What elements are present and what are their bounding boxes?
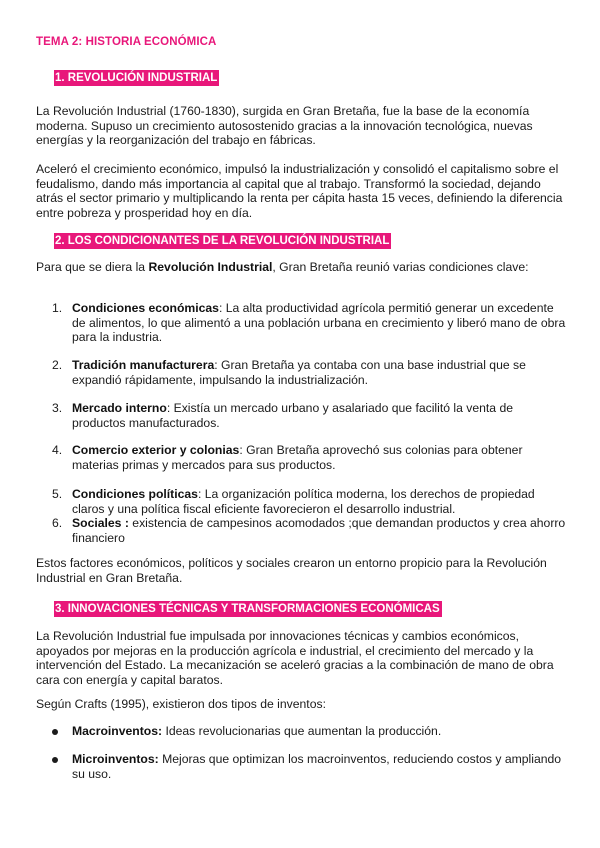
list-item-text: existencia de campesinos acomodados ;que demandan productos y crea ahorro financiero	[72, 516, 566, 545]
section-2-heading: 2. LOS CONDICIONANTES DE LA REVOLUCIÓN INDUSTRIAL	[55, 235, 390, 247]
intro-text-end: , Gran Bretaña reunió varias condiciones clave:	[272, 260, 529, 274]
list-item-text: : Gran Bretaña aprovechó sus colonias para obtener materias primas y mercados para sus productos.	[72, 443, 523, 472]
section-1-paragraph-1: La Revolución Industrial (1760-1830), surgida en Gran Bretaña, fue la base de la economía moderna. Supuso un crecimiento autosostenido gracias a la innovación tecnológica, nuevas energías y la reorganización del trabajo en fábricas.	[36, 104, 533, 148]
list-item-term: Tradición manufacturera	[72, 358, 215, 372]
list-item-term: Condiciones políticas	[72, 487, 198, 501]
list-item	[72, 301, 567, 345]
list-number: 1.	[52, 301, 63, 315]
list-item	[72, 487, 567, 516]
section-2-closing: Estos factores económicos, políticos y sociales crearon un entorno propicio para la Revolución Industrial en Gran Bretaña.	[36, 556, 547, 585]
bullet-item	[72, 724, 567, 739]
bullet-item-text: Mejoras que optimizan los macroinventos, reduciendo costos y ampliando su uso.	[72, 752, 562, 781]
section-1-paragraph-2: Aceleró el crecimiento económico, impulsó la industrialización y consolidó el capitalismo sobre el feudalismo, dando más importancia al capital que al trabajo. Transformó la sociedad, dejando atrás el sector primario y multiplicando la renta per cápita hasta 15 veces, definiendo la diferencia entre pobreza y prosperidad hoy en día.	[36, 162, 563, 221]
list-item-text: : La organización política moderna, los derechos de propiedad claros y una política fiscal eficiente favorecieron el desarrollo industrial.	[72, 487, 535, 516]
section-2-intro	[36, 260, 566, 275]
intro-bold-term: Revolución Industrial	[148, 260, 273, 274]
list-item-text: : Gran Bretaña ya contaba con una base industrial que se expandió rápidamente, impulsando la industrialización.	[72, 358, 526, 387]
bullet-item-text: Ideas revolucionarias que aumentan la producción.	[162, 724, 442, 738]
list-item-term: Sociales :	[72, 516, 129, 530]
intro-text: Para que se diera la	[36, 260, 149, 274]
section-3-paragraph-1: La Revolución Industrial fue impulsada por innovaciones técnicas y cambios económicos, apoyados por mejoras en la producción agrícola e industrial, el crecimiento del mercado y la intervención del Estado. La mecanización se aceleró gracias a la combinación de mano de obra cara con energía y capital baratos.	[36, 629, 554, 688]
list-number: 4.	[52, 443, 63, 457]
bullet-item-term: Microinventos:	[72, 752, 159, 766]
bullet-item-term: Macroinventos:	[72, 724, 163, 738]
list-item-term: Mercado interno	[72, 401, 167, 415]
list-item	[72, 401, 567, 430]
list-item	[72, 516, 567, 545]
list-item-text: : Existía un mercado urbano y asalariado que facilitó la venta de productos manufacturados.	[72, 401, 514, 430]
section-1-heading: 1. REVOLUCIÓN INDUSTRIAL	[55, 72, 218, 84]
bullet-icon	[52, 729, 58, 735]
list-number: 6.	[52, 516, 63, 530]
list-number: 5.	[52, 487, 63, 501]
section-3-paragraph-2: Según Crafts (1995), existieron dos tipos de inventos:	[36, 697, 326, 711]
bullet-item	[72, 752, 567, 781]
list-item-term: Comercio exterior y colonias	[72, 443, 240, 457]
bullet-icon	[52, 757, 58, 763]
list-number: 3.	[52, 401, 63, 415]
list-number: 2.	[52, 358, 63, 372]
list-item-term: Condiciones económicas	[72, 301, 219, 315]
list-item	[72, 358, 567, 387]
list-item-text: : La alta productividad agrícola permitió generar un excedente de alimentos, lo que alimentó a una población urbana en crecimiento y liberó mano de obra para la industria.	[72, 301, 566, 345]
list-item	[72, 443, 567, 472]
document-title: TEMA 2: HISTORIA ECONÓMICA	[36, 36, 217, 48]
section-3-heading: 3. INNOVACIONES TÉCNICAS Y TRANSFORMACIONES ECONÓMICAS	[55, 603, 440, 615]
